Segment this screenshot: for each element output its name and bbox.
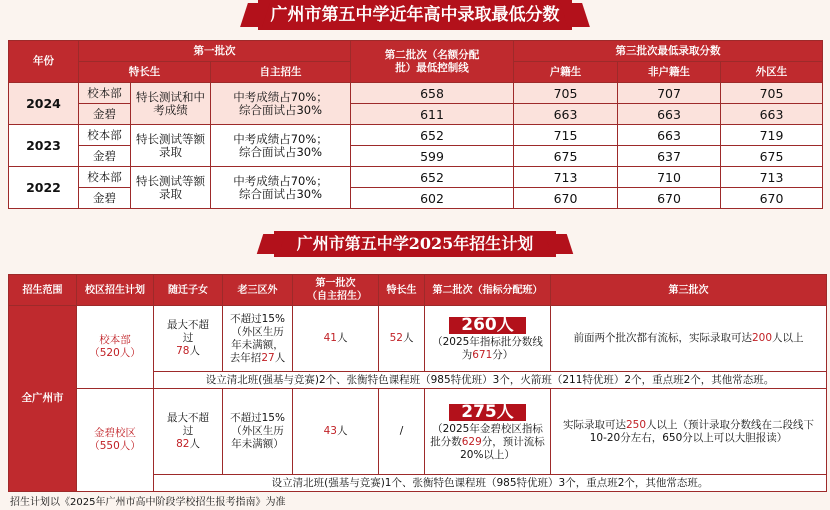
b2-big-number: 275人 <box>449 404 526 421</box>
batch2-score: 658 <box>351 83 514 104</box>
feihuji-score: 663 <box>618 125 721 146</box>
b1-number: 43 <box>323 425 337 437</box>
special-method-cell: 特长测试和中考成绩 <box>131 83 211 125</box>
campus-plan-cell <box>77 389 154 492</box>
campus-cell: 校本部 <box>79 125 131 146</box>
suiqian-cell <box>154 389 223 475</box>
classes-cell: 设立清北班(强基与竞赛)2个、张衡特色课程班（985特优班）3个，火箭班（211特优班）2个，重点班2个，其他常态班。 <box>154 372 827 389</box>
feihuji-score: 670 <box>618 188 721 209</box>
special-method-cell: 特长测试等额录取 <box>131 125 211 167</box>
b3-text-end: 人以上 <box>772 332 804 344</box>
self-method-cell: 中考成绩占70%；综合面试占30% <box>211 125 351 167</box>
batch2-score: 602 <box>351 188 514 209</box>
waiqu-score: 713 <box>721 167 823 188</box>
b1-unit: 人 <box>336 332 348 344</box>
waiqu-score: 705 <box>721 83 823 104</box>
table2-title: 广州市第五中学2025年招生计划 <box>274 231 556 257</box>
header-special: 特长生 <box>79 62 211 83</box>
year-cell: 2022 <box>9 167 79 209</box>
b2-number: 629 <box>461 435 482 448</box>
batch2-score: 611 <box>351 104 514 125</box>
header-self: 自主招生 <box>211 62 351 83</box>
waiqu-score: 719 <box>721 125 823 146</box>
b3-text: 前面两个批次都有流标，实际录取可达 <box>573 332 752 344</box>
special-cell: / <box>379 389 425 475</box>
campus-count: （520人） <box>89 347 141 359</box>
admission-scores-table <box>8 40 823 209</box>
header-waiqu: 外区生 <box>721 62 823 83</box>
batch2-score: 652 <box>351 167 514 188</box>
waiqu-score: 670 <box>721 188 823 209</box>
header-campus-plan: 校区招生计划 <box>77 275 154 306</box>
b2-text: （2025年指标批分数线为 <box>432 336 543 361</box>
b3-number: 200 <box>751 332 773 344</box>
header-range: 招生范围 <box>9 275 77 306</box>
huji-score: 715 <box>514 125 618 146</box>
suiqian-unit: 人 <box>189 345 200 357</box>
special-number: 52 <box>389 332 403 344</box>
b3-cell <box>551 306 827 372</box>
header-b3: 第三批次 <box>551 275 827 306</box>
feihuji-score: 663 <box>618 104 721 125</box>
special-method-cell: 特长测试等额录取 <box>131 167 211 209</box>
waiqu-score: 663 <box>721 104 823 125</box>
campus-cell: 校本部 <box>79 83 131 104</box>
waiqu-score: 675 <box>721 146 823 167</box>
suiqian-cell <box>154 306 223 372</box>
classes-cell: 设立清北班(强基与竞赛)1个、张衡特色课程班（985特优班）3个，重点班2个，其他常态班。 <box>154 475 827 492</box>
suiqian-number: 82 <box>176 438 190 450</box>
header-batch3: 第三批次最低录取分数 <box>514 41 823 62</box>
b2-text-end: 分） <box>492 349 514 361</box>
header-special: 特长生 <box>379 275 425 306</box>
b3-number: 250 <box>625 418 647 431</box>
b3-cell <box>551 389 827 475</box>
year-cell: 2024 <box>9 83 79 125</box>
self-method-cell: 中考成绩占70%；综合面试占30% <box>211 167 351 209</box>
campus-count: （550人） <box>89 440 141 452</box>
campus-name: 金碧校区 <box>94 427 136 439</box>
table1-title: 广州市第五中学近年高中录取最低分数 <box>258 0 572 30</box>
range-cell: 全广州市 <box>9 306 77 492</box>
header-year: 年份 <box>9 41 79 83</box>
laosan-text: 不超过15%（外区生历年未满额，去年招 <box>229 312 285 364</box>
special-unit: 人 <box>402 332 414 344</box>
campus-cell: 金碧 <box>79 188 131 209</box>
suiqian-text: 最大不超过 <box>167 319 209 344</box>
campus-name: 校本部 <box>99 334 131 346</box>
header-huji: 户籍生 <box>514 62 618 83</box>
special-cell <box>379 306 425 372</box>
self-method-cell: 中考成绩占70%；综合面试占30% <box>211 83 351 125</box>
enrollment-plan-table <box>8 274 827 492</box>
laosan-cell <box>223 389 293 475</box>
header-suiqian: 随迁子女 <box>154 275 223 306</box>
b2-text-end: 分，预计流标20%以上） <box>460 435 545 461</box>
batch2-score: 599 <box>351 146 514 167</box>
huji-score: 675 <box>514 146 618 167</box>
huji-score: 713 <box>514 167 618 188</box>
campus-plan-cell <box>77 306 154 389</box>
b1-unit: 人 <box>336 425 348 437</box>
b2-cell <box>425 306 551 372</box>
laosan-number: 27 <box>261 351 275 364</box>
huji-score: 705 <box>514 83 618 104</box>
b1-cell <box>293 306 379 372</box>
b1-cell <box>293 389 379 475</box>
campus-cell: 金碧 <box>79 104 131 125</box>
campus-cell: 校本部 <box>79 167 131 188</box>
year-cell: 2023 <box>9 125 79 167</box>
suiqian-unit: 人 <box>189 438 200 450</box>
header-b1: 第一批次（自主招生） <box>293 275 379 306</box>
laosan-text: 不超过15%（外区生历年未满额） <box>230 412 285 450</box>
suiqian-number: 78 <box>176 345 190 357</box>
laosan-unit: 人 <box>274 351 286 364</box>
huji-score: 663 <box>514 104 618 125</box>
feihuji-score: 707 <box>618 83 721 104</box>
huji-score: 670 <box>514 188 618 209</box>
b2-big-number: 260人 <box>449 317 526 334</box>
b1-number: 41 <box>323 332 337 344</box>
feihuji-score: 710 <box>618 167 721 188</box>
batch2-score: 652 <box>351 125 514 146</box>
feihuji-score: 637 <box>618 146 721 167</box>
suiqian-text: 最大不超过 <box>167 412 209 437</box>
b2-text: （2025年金碧校区指标批分数 <box>430 422 543 448</box>
b2-number: 671 <box>472 349 493 361</box>
header-b2: 第二批次（指标分配班） <box>425 275 551 306</box>
b2-cell <box>425 389 551 475</box>
campus-cell: 金碧 <box>79 146 131 167</box>
header-feihuji: 非户籍生 <box>618 62 721 83</box>
laosan-cell <box>223 306 293 372</box>
header-laosan: 老三区外 <box>223 275 293 306</box>
b3-text-end: 人以上（预计录取分数线在二段线下10-20分左右，650分以上可以大胆报读） <box>589 418 815 444</box>
b3-text: 实际录取可达 <box>562 418 626 431</box>
header-batch2: 第二批次（名额分配批）最低控制线 <box>351 41 514 83</box>
footnote: 招生计划以《2025年广州市高中阶段学校招生报考指南》为准 <box>10 497 286 508</box>
header-batch1: 第一批次 <box>79 41 351 62</box>
